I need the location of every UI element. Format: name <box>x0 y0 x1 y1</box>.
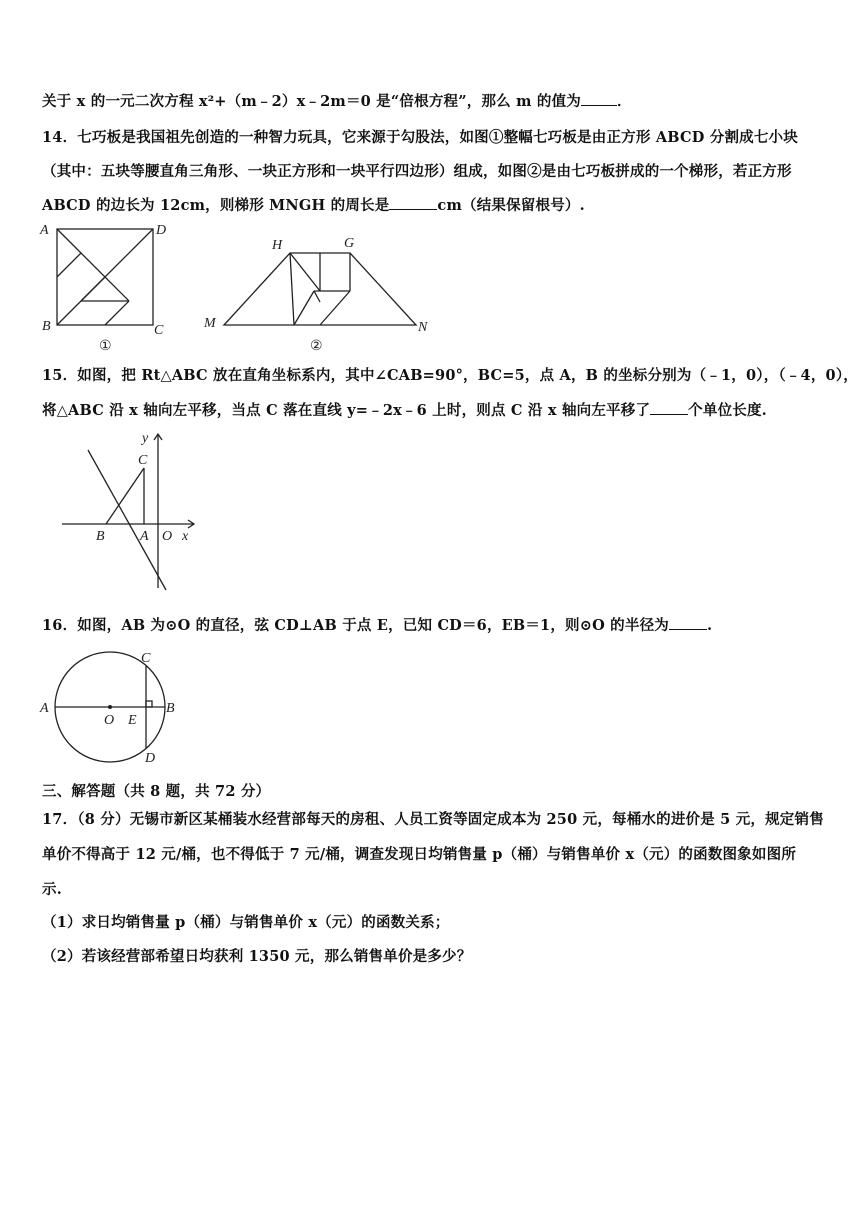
label-N: N <box>418 320 428 335</box>
q15-line2: 将△ABC 沿 x 轴向左平移，当点 C 落在直线 y=﹣2x﹣6 上时，则点 C 沿 x 轴向左平移了 个单位长度. <box>42 402 767 419</box>
label-B: B <box>96 529 105 544</box>
label-A: A <box>40 223 49 238</box>
answer-blank <box>669 615 707 630</box>
answer-blank <box>650 400 688 415</box>
caption-2: ② <box>310 339 323 354</box>
label-A: A <box>140 529 149 544</box>
label-O: O <box>162 529 173 544</box>
q17-sub2: （2）若该经营部希望日均获利 1350 元，那么销售单价是多少？ <box>42 948 472 965</box>
label-G: G <box>344 236 355 251</box>
q14-line2: （其中：五块等腰直角三角形、一块正方形和一块平行四边形）组成，如图②是由七巧板拼成的一个梯形，若正方形 <box>42 163 792 180</box>
q13-continuation: 关于 x 的一元二次方程 x²+（m﹣2）x﹣2m＝0 是“倍根方程”，那么 m 的值为 ． <box>42 93 632 110</box>
label-B: B <box>166 701 175 716</box>
circle-figure <box>36 646 186 770</box>
q17-line1: 17．（8 分）无锡市新区某桶装水经营部每天的房租、人员工资等固定成本为 250 元，每桶水的进价是 5 元，规定销售 <box>42 811 824 828</box>
label-M: M <box>204 316 216 331</box>
label-H: H <box>272 238 283 253</box>
label-D: D <box>156 223 167 238</box>
answer-blank <box>389 195 437 210</box>
q14-line3: ABCD 的边长为 12cm，则梯形 MNGH 的周长是 cm（结果保留根号）. <box>42 197 585 214</box>
label-B: B <box>42 319 51 334</box>
label-D: D <box>145 751 156 766</box>
section-title: 三、解答题（共 8 题，共 72 分） <box>42 783 271 800</box>
label-A: A <box>40 701 49 716</box>
label-E: E <box>128 713 137 728</box>
q14-line1: 14．七巧板是我国祖先创造的一种智力玩具，它来源于勾股法，如图①整幅七巧板是由正方形 ABCD 分割成七小块 <box>42 129 798 146</box>
q17-line2: 单价不得高于 12 元/桶，也不得低于 7 元/桶，调查发现日均销售量 p（桶）与销售单价 x（元）的函数图象如图所 <box>42 846 797 863</box>
coordinate-figure <box>56 428 206 596</box>
q17-line3: 示. <box>42 881 62 898</box>
trapezoid-figure <box>200 232 440 362</box>
label-C: C <box>141 651 151 666</box>
tangram-square-figure <box>36 218 176 358</box>
q15-line1: 15．如图，把 Rt△ABC 放在直角坐标系内，其中∠CAB=90°，BC=5，点 A，B 的坐标分别为（﹣1，0），（﹣4，0）， <box>42 367 858 384</box>
label-C: C <box>138 453 148 468</box>
label-C: C <box>154 323 164 338</box>
label-x: x <box>182 529 189 544</box>
label-O: O <box>104 713 115 728</box>
q17-sub1: （1）求日均销售量 p（桶）与销售单价 x（元）的函数关系； <box>42 914 450 931</box>
label-y: y <box>142 431 149 446</box>
q16-line1: 16．如图，AB 为⊙O 的直径，弦 CD⊥AB 于点 E，已知 CD＝6，EB＝1，则⊙O 的半径为 . <box>42 617 713 634</box>
caption-1: ① <box>99 339 112 354</box>
answer-blank <box>581 91 617 106</box>
